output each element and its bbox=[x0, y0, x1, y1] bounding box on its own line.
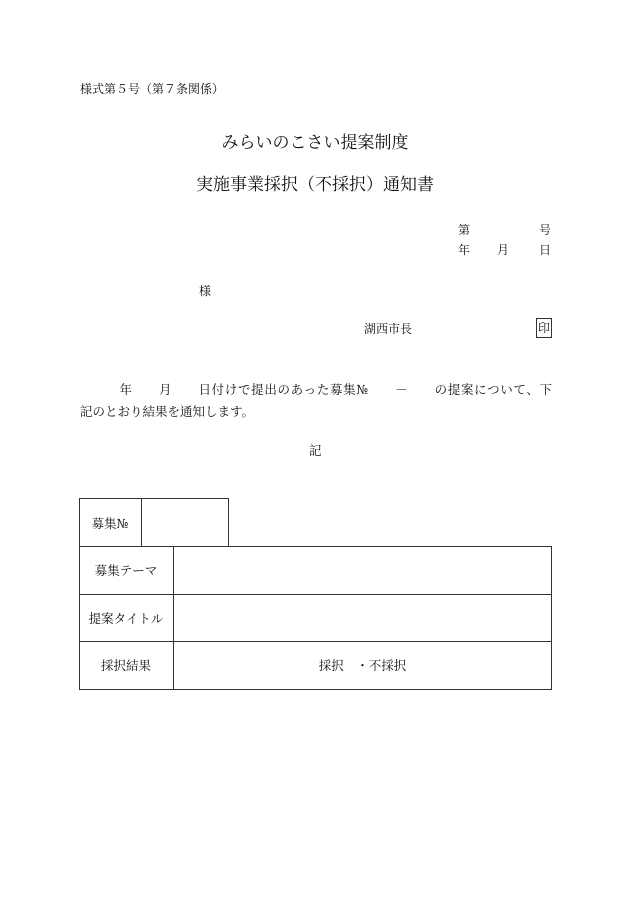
date-year: 年 bbox=[458, 243, 471, 257]
recipient-suffix: 様 bbox=[199, 284, 212, 298]
notice-body bbox=[80, 379, 552, 423]
notice-body-line2: 記のとおり結果を通知します。 bbox=[80, 404, 255, 419]
title-field[interactable] bbox=[174, 594, 551, 641]
sender-name: 湖西市長 bbox=[364, 322, 413, 336]
theme-field[interactable] bbox=[174, 546, 551, 594]
date-day: 日 bbox=[539, 243, 552, 257]
notice-title: 実施事業採択（不採択）通知書 bbox=[196, 175, 434, 195]
doc-no-prefix: 第 bbox=[458, 223, 471, 237]
recruit-no-field[interactable] bbox=[142, 498, 228, 547]
notice-body-line1: 年 月 日付けで提出のあった募集№ － の提案について、下 bbox=[80, 382, 552, 397]
result-label: 採択結果 bbox=[100, 658, 151, 673]
system-title: みらいのこさい提案制度 bbox=[221, 133, 409, 153]
title-label: 提案タイトル bbox=[88, 610, 164, 626]
form-number: 様式第５号（第７条関係） bbox=[80, 82, 225, 96]
result-options[interactable]: 採択 ・不採択 bbox=[318, 658, 407, 673]
ki-mark: 記 bbox=[309, 443, 322, 458]
seal-mark: 印 bbox=[536, 318, 552, 338]
doc-no-suffix: 号 bbox=[539, 223, 552, 237]
recruit-no-label: 募集№ bbox=[91, 515, 129, 531]
theme-label: 募集テーマ bbox=[94, 563, 158, 578]
date-month: 月 bbox=[497, 243, 510, 257]
